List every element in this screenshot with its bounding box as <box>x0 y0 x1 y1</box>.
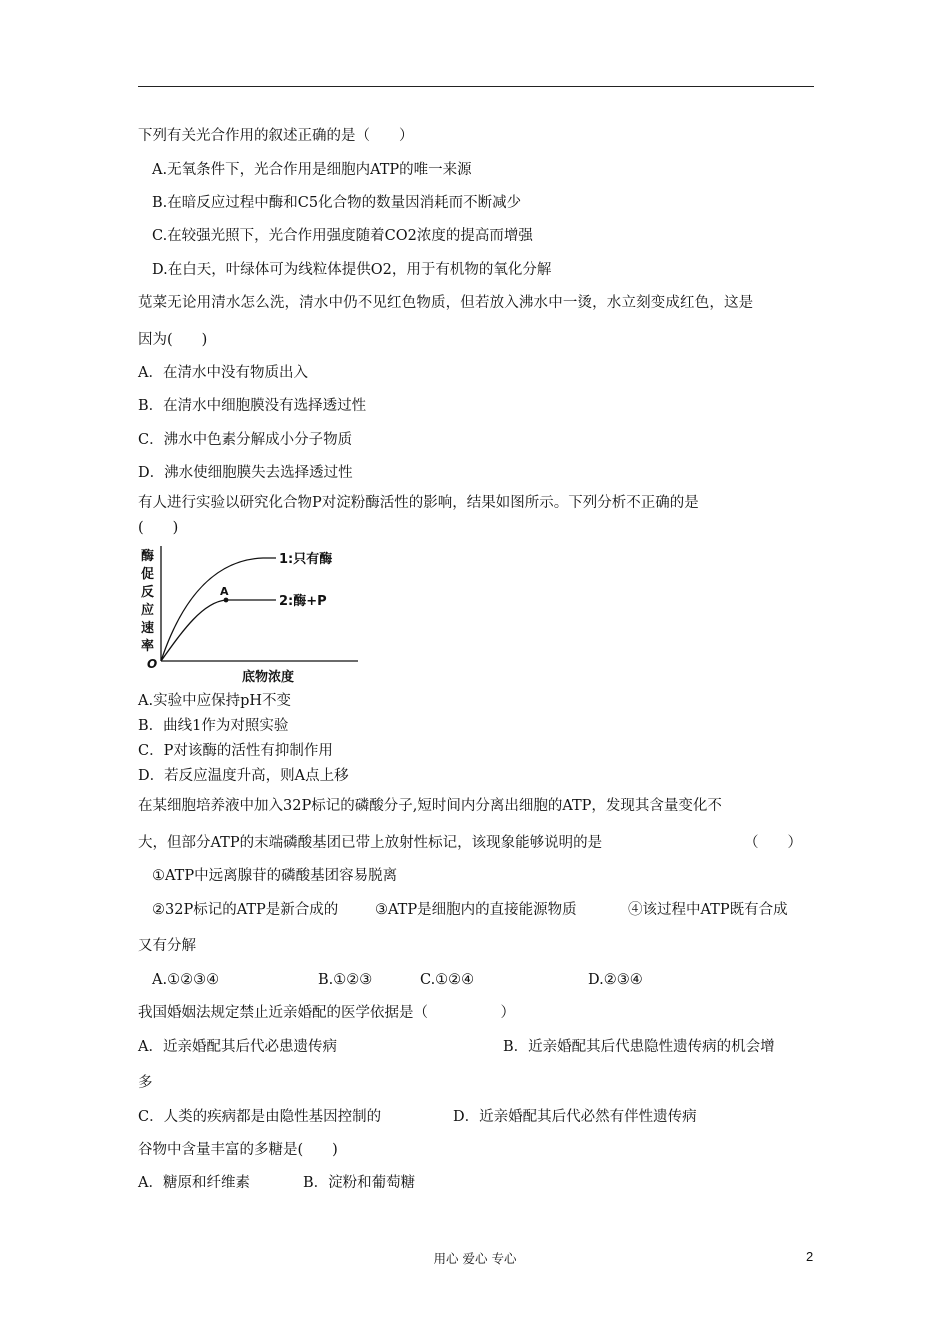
q6-option-a: A．糖原和纤维素 <box>138 1175 250 1191</box>
q4-stem-line2: 大，但部分ATP的末端磷酸基团已带上放射性标记，该现象能够说明的是 <box>138 835 603 851</box>
q3-option-b: B．曲线1作为对照实验 <box>138 718 289 734</box>
q2-stem-line1: 苋菜无论用清水怎么洗，清水中仍不见红色物质，但若放入沸水中一烫，水立刻变成红色，这是 <box>138 295 754 311</box>
q4-option-d: D.②③④ <box>588 972 643 988</box>
q1-option-c: C.在较强光照下，光合作用强度随着CO2浓度的提高而增强 <box>152 228 533 244</box>
q5-option-b: B．近亲婚配其后代患隐性遗传病的机会增 <box>503 1039 775 1055</box>
q5-stem: 我国婚姻法规定禁止近亲婚配的医学依据是（ ） <box>138 1005 515 1021</box>
q3-option-a: A.实验中应保持pH不变 <box>138 693 292 709</box>
y-axis-label-char: 酶 <box>141 549 155 564</box>
q4-option-c: C.①②④ <box>420 972 475 988</box>
header-rule <box>138 86 814 87</box>
q4-item-3: ③ATP是细胞内的直接能源物质 <box>375 902 577 918</box>
q4-stem-line1: 在某细胞培养液中加入32P标记的磷酸分子,短时间内分离出细胞的ATP，发现其含量变化不 <box>138 798 722 814</box>
q2-option-b: B．在清水中细胞膜没有选择透过性 <box>138 398 367 414</box>
origin-label: O <box>147 657 158 671</box>
q3-stem-line2: ( ) <box>138 520 179 536</box>
x-axis-label: 底物浓度 <box>242 670 295 685</box>
y-axis-label-char: 应 <box>141 603 155 618</box>
q1-stem: 下列有关光合作用的叙述正确的是（ ） <box>138 128 414 144</box>
q1-option-b: B.在暗反应过程中酶和C5化合物的数量因消耗而不断减少 <box>152 195 522 211</box>
q5-option-b-continued: 多 <box>138 1075 153 1091</box>
q6-option-b: B．淀粉和葡萄糖 <box>303 1175 416 1191</box>
page-footer: 用心 爱心 专心 <box>433 1251 517 1266</box>
q4-stem-paren: （ ） <box>744 835 802 851</box>
q3-stem-line1: 有人进行实验以研究化合物P对淀粉酶活性的影响，结果如图所示。下列分析不正确的是 <box>138 495 699 511</box>
q2-stem-line2: 因为( ) <box>138 332 208 348</box>
q2-option-d: D．沸水使细胞膜失去选择透过性 <box>138 465 353 481</box>
q5-option-d: D．近亲婚配其后代必然有伴性遗传病 <box>453 1109 697 1125</box>
point-a-label: A <box>220 585 229 598</box>
q3-option-c: C．P对该酶的活性有抑制作用 <box>138 743 333 759</box>
enzyme-rate-figure <box>138 540 368 688</box>
q2-option-a: A．在清水中没有物质出入 <box>138 365 308 381</box>
page-number: 2 <box>806 1249 814 1264</box>
q4-item-4: ④该过程中ATP既有合成 <box>628 902 788 918</box>
q4-item-4-continued: 又有分解 <box>138 938 196 954</box>
q6-stem: 谷物中含量丰富的多糖是( ) <box>138 1142 338 1158</box>
curve-2-label: 2:酶+P <box>279 594 327 609</box>
q1-option-d: D.在白天，叶绿体可为线粒体提供O2，用于有机物的氧化分解 <box>152 262 552 278</box>
y-axis-label-char: 速 <box>141 621 155 636</box>
q5-option-a: A．近亲婚配其后代必患遗传病 <box>138 1039 337 1055</box>
y-axis-label-char: 反 <box>141 585 155 600</box>
curve-1 <box>161 558 276 661</box>
q1-option-a: A.无氧条件下，光合作用是细胞内ATP的唯一来源 <box>152 162 472 178</box>
q4-option-a: A.①②③④ <box>152 972 220 988</box>
point-a-marker <box>224 598 229 603</box>
q4-item-1: ①ATP中远离腺苷的磷酸基团容易脱离 <box>152 868 398 884</box>
q4-option-b: B.①②③ <box>318 972 373 988</box>
q5-option-c: C．人类的疾病都是由隐性基因控制的 <box>138 1109 382 1125</box>
q3-option-d: D．若反应温度升高，则A点上移 <box>138 768 349 784</box>
y-axis-label-char: 促 <box>141 567 155 582</box>
curve-1-label: 1:只有酶 <box>279 552 333 567</box>
curve-2 <box>161 600 276 661</box>
q4-item-2: ②32P标记的ATP是新合成的 <box>152 902 339 918</box>
y-axis-label-char: 率 <box>141 639 155 654</box>
q2-option-c: C．沸水中色素分解成小分子物质 <box>138 432 353 448</box>
